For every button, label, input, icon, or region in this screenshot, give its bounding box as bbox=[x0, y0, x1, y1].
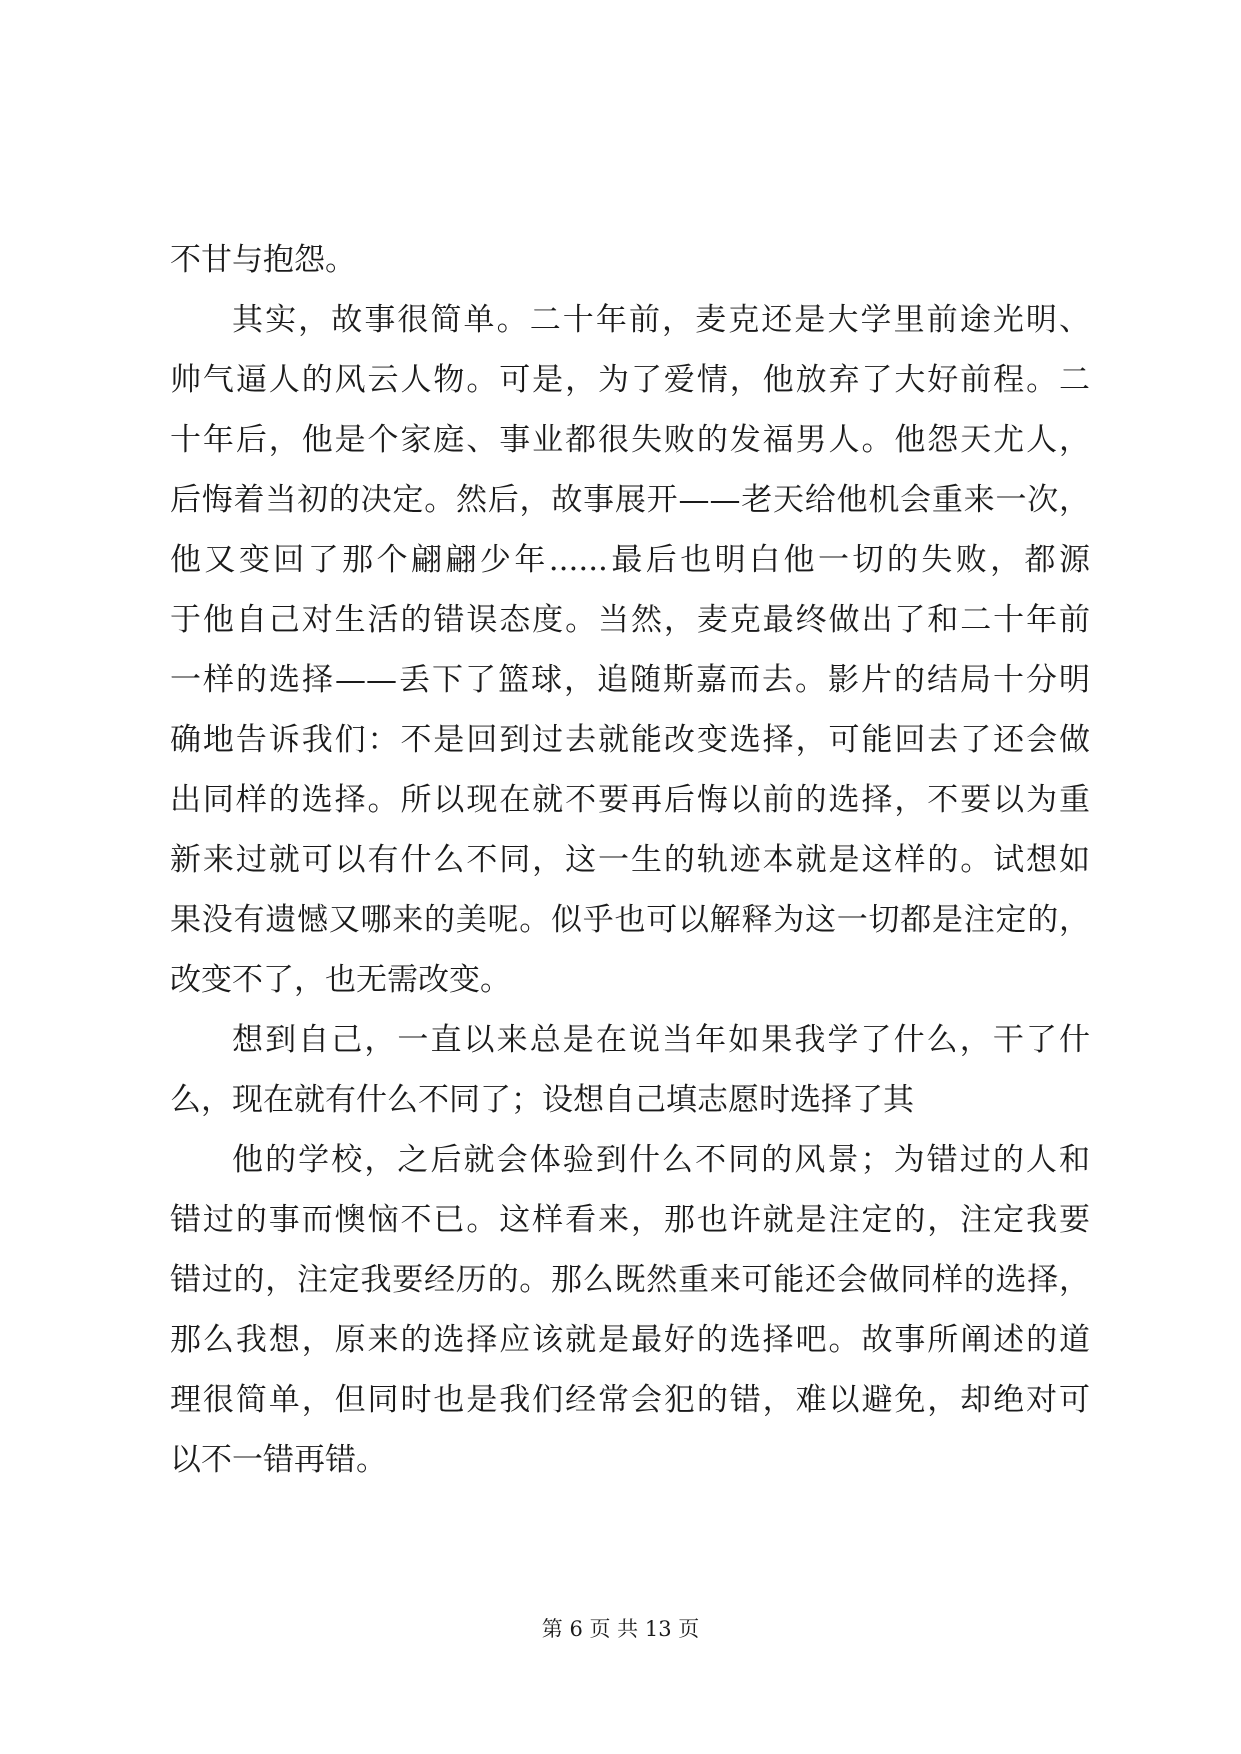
text-line: 确地告诉我们：不是回到过去就能改变选择，可能回去了还会做 bbox=[170, 722, 1090, 758]
text-line: 他又变回了那个翩翩少年......最后也明白他一切的失败，都源 bbox=[170, 542, 1090, 578]
text-line: 于他自己对生活的错误态度。当然，麦克最终做出了和二十年前 bbox=[170, 602, 1090, 638]
text-line: 错过的事而懊恼不已。这样看来，那也许就是注定的，注定我要 bbox=[170, 1202, 1090, 1238]
text-line: 以不一错再错。 bbox=[170, 1442, 387, 1478]
text-line: 不甘与抱怨。 bbox=[170, 242, 356, 278]
text-line: 么，现在就有什么不同了；设想自己填志愿时选择了其 bbox=[170, 1082, 914, 1118]
document-body bbox=[170, 230, 1090, 1490]
text-line: 一样的选择——丢下了篮球，追随斯嘉而去。影片的结局十分明 bbox=[170, 662, 1090, 698]
text-line: 那么我想，原来的选择应该就是最好的选择吧。故事所阐述的道 bbox=[170, 1322, 1090, 1358]
text-line: 他的学校，之后就会体验到什么不同的风景；为错过的人和 bbox=[232, 1142, 1090, 1178]
text-line: 新来过就可以有什么不同，这一生的轨迹本就是这样的。试想如 bbox=[170, 842, 1090, 878]
text-line: 想到自己，一直以来总是在说当年如果我学了什么，干了什 bbox=[232, 1022, 1090, 1058]
text-line: 后悔着当初的决定。然后，故事展开——老天给他机会重来一次， bbox=[170, 482, 1090, 518]
page-footer: 第 6 页 共 13 页 bbox=[541, 1617, 700, 1641]
text-line: 其实，故事很简单。二十年前，麦克还是大学里前途光明、 bbox=[232, 302, 1090, 338]
text-line: 果没有遗憾又哪来的美呢。似乎也可以解释为这一切都是注定的， bbox=[170, 902, 1090, 938]
text-line: 理很简单，但同时也是我们经常会犯的错，难以避免，却绝对可 bbox=[170, 1382, 1090, 1418]
text-line: 十年后，他是个家庭、事业都很失败的发福男人。他怨天尤人， bbox=[170, 422, 1090, 458]
text-line: 帅气逼人的风云人物。可是，为了爱情，他放弃了大好前程。二 bbox=[170, 362, 1090, 398]
text-line: 改变不了，也无需改变。 bbox=[170, 962, 511, 998]
text-line: 出同样的选择。所以现在就不要再后悔以前的选择，不要以为重 bbox=[170, 782, 1090, 818]
text-line: 错过的，注定我要经历的。那么既然重来可能还会做同样的选择， bbox=[170, 1262, 1090, 1298]
